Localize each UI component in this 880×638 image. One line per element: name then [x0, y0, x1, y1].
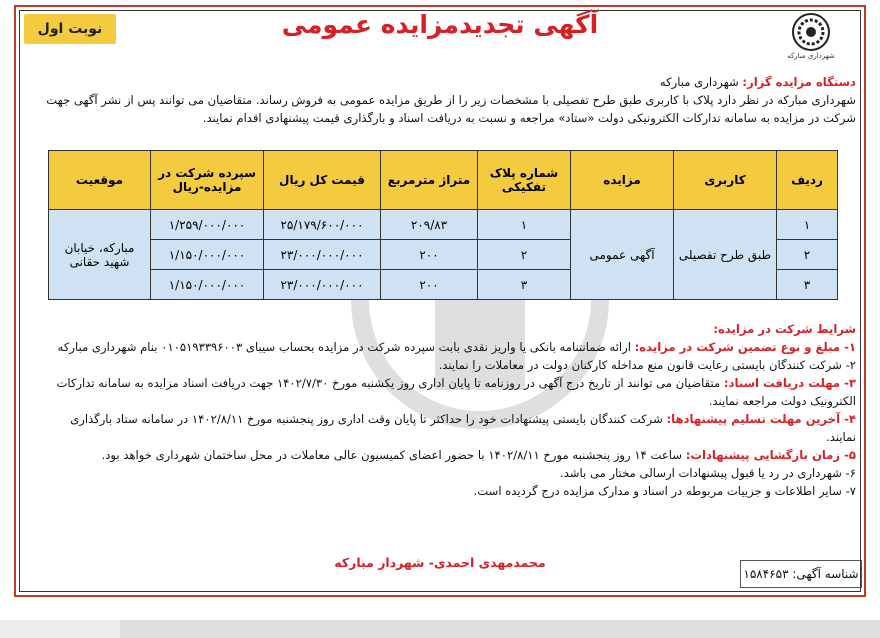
col-area: متراژ مترمربع	[381, 151, 478, 210]
condition-7: ۷- سایر اطلاعات و جزییات مربوطه در اسناد و مدارک مزایده درج گردیده است.	[473, 484, 856, 498]
bottom-strip	[0, 620, 880, 638]
auction-type-cell: آگهی عمومی	[571, 210, 674, 300]
organizer-label: دستگاه مزایده گزار:	[742, 75, 856, 89]
organizer-name: شهرداری مبارکه	[659, 75, 739, 89]
municipality-logo	[780, 12, 842, 66]
ad-code-label: شناسه آگهی:	[792, 567, 859, 581]
area-cell: ۲۰۹/۸۳	[381, 210, 478, 240]
municipality-seal-icon	[791, 12, 831, 52]
organizer-section	[42, 73, 856, 127]
usage-cell: طبق طرح تفصیلی	[674, 210, 777, 300]
auction-table	[48, 150, 838, 300]
condition-4-label: ۴- آخرین مهلت تسلیم پیشنهادها:	[666, 412, 856, 426]
ad-code-box	[740, 560, 862, 588]
col-row-no: ردیف	[777, 151, 838, 210]
condition-5-label: ۵- زمان بازگشایی پیشنهادات:	[685, 448, 856, 462]
table-header-row	[49, 151, 838, 210]
conditions-section	[42, 320, 856, 500]
price-cell: ۲۳/۰۰۰/۰۰۰/۰۰۰	[264, 240, 381, 270]
condition-1-text: ارائه ضمانتنامه بانکی یا واریز نقدی بابت سپرده شرکت در مزایده بحساب سیبای ۰۱۰۵۱۹۳۳۹۶۰۰۳ بنام شهرداری مبارکه	[57, 340, 631, 354]
plate-cell: ۳	[478, 270, 571, 300]
bottom-strip-shade	[120, 620, 880, 638]
logo-caption: شهرداری مبارکه	[787, 52, 835, 60]
publication-round-badge: نوبت اول	[24, 14, 116, 44]
price-cell: ۲۳/۰۰۰/۰۰۰/۰۰۰	[264, 270, 381, 300]
condition-6: ۶- شهرداری در رد یا قبول پیشنهادات ارسالی مختار می باشد.	[560, 466, 856, 480]
condition-1-label: ۱- مبلغ و نوع تضمین شرکت در مزایده:	[634, 340, 856, 354]
condition-3-text: متقاضیان می توانند از تاریخ درج آگهی در روزنامه تا پایان اداری روز یکشنبه مورخ ۱۴۰۲/۷/۳۰ جهت دریافت اسناد مزایده به سامانه تدارکات الکترونیک دولت مراجعه نمایند.	[56, 376, 856, 408]
condition-3-label: ۳- مهلت دریافت اسناد:	[723, 376, 856, 390]
condition-5-text: ساعت ۱۴ روز پنجشنبه مورخ ۱۴۰۲/۸/۱۱ با حضور اعضای کمیسیون عالی معاملات در محل ساختمان شهرداری خواهد بود.	[101, 448, 683, 462]
notice-title: آگهی تجدیدمزایده عمومی	[281, 10, 599, 39]
col-usage: کاربری	[674, 151, 777, 210]
ad-code-value: ۱۵۸۴۶۵۳	[743, 567, 789, 581]
plate-cell: ۲	[478, 240, 571, 270]
condition-2: ۲- شرکت کنندگان بایستی رعایت قانون منع مداخله کارکنان دولت در معاملات را نمایند.	[438, 358, 856, 372]
mayor-signature: محمدمهدی احمدی- شهردار مبارکه	[334, 555, 546, 570]
area-cell: ۲۰۰	[381, 270, 478, 300]
area-cell: ۲۰۰	[381, 240, 478, 270]
row-no: ۲	[777, 240, 838, 270]
deposit-cell: ۱/۱۵۰/۰۰۰/۰۰۰	[151, 240, 264, 270]
col-deposit: سپرده شرکت در مزایده-ریال	[151, 151, 264, 210]
conditions-heading: شرایط شرکت در مزایده:	[713, 322, 856, 336]
col-auction: مزایده	[571, 151, 674, 210]
location-cell: مبارکه، خیابان شهید حقانی	[49, 210, 151, 300]
plate-cell: ۱	[478, 210, 571, 240]
deposit-cell: ۱/۱۵۰/۰۰۰/۰۰۰	[151, 270, 264, 300]
condition-4-text: شرکت کنندگان بایستی پیشنهادات خود را حداکثر تا پایان وقت اداری روز پنجشنبه مورخ ۱۴۰۲/۸/۱۱ در سامانه ستاد بارگذاری نمایند.	[70, 412, 856, 444]
col-plate: شماره پلاک تفکیکی	[478, 151, 571, 210]
price-cell: ۲۵/۱۷۹/۶۰۰/۰۰۰	[264, 210, 381, 240]
organizer-intro: شهرداری مبارکه در نظر دارد پلاک با کاربری طبق طرح تفصیلی با مشخصات زیر را از طریق مزایده عمومی به فروش رساند. متقاضیان می توانند پس از نشر آگهی جهت شرکت در مزایده به سامانه تدارکات الکترونیکی دولت «ستاد» مراجعه و نسبت به دریافت اسناد و بارگذاری قیمت پیشنهادی اقدام نمایند.	[46, 93, 856, 125]
table-row	[49, 210, 838, 240]
col-location: موقعیت	[49, 151, 151, 210]
row-no: ۱	[777, 210, 838, 240]
deposit-cell: ۱/۲۵۹/۰۰۰/۰۰۰	[151, 210, 264, 240]
col-price: قیمت کل ریال	[264, 151, 381, 210]
row-no: ۳	[777, 270, 838, 300]
